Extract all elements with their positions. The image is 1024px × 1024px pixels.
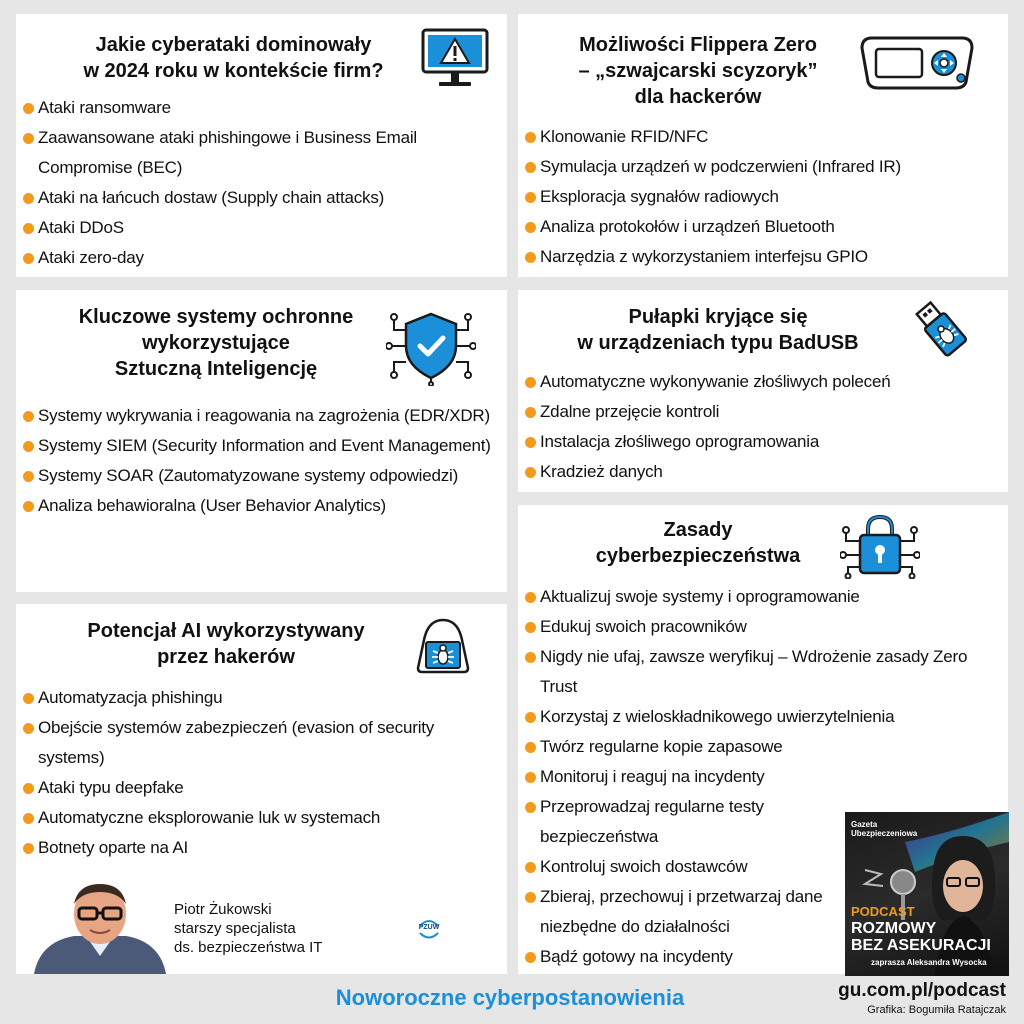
list-item: Systemy SOAR (Zautomatyzowane systemy odpowiedzi) [22, 461, 502, 491]
card-ai-defense-title: Kluczowe systemy ochronne wykorzystujące Sztuczną Inteligencję [78, 306, 354, 380]
list-item: Monitoruj i reaguj na incydenty [524, 762, 1004, 792]
card-badusb-title: Pułapki kryjące się w urządzeniach typu BadUSB [577, 306, 859, 354]
list-item: Ataki na łańcuch dostaw (Supply chain attacks) [22, 183, 502, 213]
pzuw-logo [414, 914, 444, 944]
hacker-bug-icon [414, 616, 472, 676]
list-item: Narzędzia z wykorzystaniem interfejsu GPIO [524, 242, 1004, 272]
list-item: Nigdy nie ufaj, zawsze weryfikuj – Wdrożenie zasady Zero Trust [524, 642, 1004, 702]
card-badusb [518, 290, 1008, 492]
podcast-host: zaprasza Aleksandra Wysocka [871, 958, 987, 967]
card-attacks-list [22, 93, 502, 273]
podcast-label: PODCAST [851, 904, 915, 919]
padlock-circuit-icon [840, 511, 920, 579]
warning-monitor-icon [419, 26, 491, 90]
list-item: Twórz regularne kopie zapasowe [524, 732, 1004, 762]
card-attacks [16, 14, 507, 277]
person-info [174, 900, 322, 957]
list-item: Eksploracja sygnałów radiowych [524, 182, 1004, 212]
card-ai-defense [16, 290, 507, 592]
pzuw-logo-text: PZUW [418, 924, 440, 931]
card-rules-title: Zasady cyberbezpieczeństwa [595, 519, 801, 567]
person-role: starszy specjalista [174, 920, 296, 937]
card-ai-hackers [16, 604, 507, 974]
list-item: Bądź gotowy na incydenty [524, 942, 1004, 972]
list-item: Systemy wykrywania i reagowania na zagrożenia (EDR/XDR) [22, 401, 502, 431]
list-item: Obejście systemów zabezpieczeń (evasion of security systems) [22, 713, 502, 773]
list-item: Kradzież danych [524, 457, 1004, 487]
list-item: Botnety oparte na AI [22, 833, 502, 863]
card-attacks-title: Jakie cyberataki dominowały w 2024 roku w kontekście firm? [83, 34, 384, 82]
list-item: Systemy SIEM (Security Information and Event Management) [22, 431, 502, 461]
list-item: Kontroluj swoich dostawców [524, 852, 1004, 882]
list-item: Automatyczne eksplorowanie luk w systemach [22, 803, 502, 833]
list-item: Analiza behawioralna (User Behavior Analytics) [22, 491, 502, 521]
podcast-brand: Gazeta Ubezpieczeniowa [851, 820, 918, 838]
list-item: Aktualizuj swoje systemy i oprogramowanie [524, 582, 1004, 612]
podcast-show-title: ROZMOWY BEZ ASEKURACJI [851, 920, 991, 954]
list-item: Korzystaj z wieloskładnikowego uwierzytelnienia [524, 702, 1004, 732]
list-item: Automatyczne wykonywanie złośliwych poleceń [524, 367, 1004, 397]
footer-site-link[interactable]: gu.com.pl/podcast [838, 980, 1006, 1001]
list-item: Ataki typu deepfake [22, 773, 502, 803]
card-flipper-list [524, 122, 1004, 272]
list-item: Zaawansowane ataki phishingowe i Business Email Compromise (BEC) [22, 123, 502, 183]
list-item: Ataki DDoS [22, 213, 502, 243]
list-item: Symulacja urządzeń w podczerwieni (Infrared IR) [524, 152, 1004, 182]
list-item: Analiza protokołów i urządzeń Bluetooth [524, 212, 1004, 242]
avatar [34, 876, 166, 974]
card-ai-hackers-title: Potencjał AI wykorzystywany przez hakerów [87, 620, 365, 668]
footer-title: Noworoczne cyberpostanowienia [335, 985, 685, 1010]
person-name: Piotr Żukowski [174, 901, 272, 918]
list-item: Przeprowadzaj regularne testy bezpieczeństwa [524, 792, 794, 852]
list-item: Zbieraj, przechowuj i przetwarzaj dane niezbędne do działalności [524, 882, 824, 942]
card-flipper [518, 14, 1008, 277]
list-item: Klonowanie RFID/NFC [524, 122, 1004, 152]
list-item: Instalacja złośliwego oprogramowania [524, 427, 1004, 457]
footer-credit: Grafika: Bogumiła Ratajczak [867, 1004, 1006, 1016]
flipper-device-icon [858, 32, 976, 92]
usb-bug-icon [908, 296, 974, 362]
list-item: Zdalne przejęcie kontroli [524, 397, 1004, 427]
card-ai-hackers-list [22, 683, 502, 863]
card-badusb-list [524, 367, 1004, 487]
podcast-cover[interactable] [845, 812, 1009, 976]
shield-circuit-icon [386, 310, 476, 386]
person-role-2: ds. bezpieczeństwa IT [174, 939, 323, 956]
list-item: Edukuj swoich pracowników [524, 612, 1004, 642]
list-item: Ataki zero-day [22, 243, 502, 273]
card-flipper-title: Możliwości Flippera Zero – „szwajcarski scyzoryk” dla hackerów [578, 34, 818, 108]
card-ai-defense-list [22, 401, 502, 521]
list-item: Ataki ransomware [22, 93, 502, 123]
list-item: Automatyzacja phishingu [22, 683, 502, 713]
